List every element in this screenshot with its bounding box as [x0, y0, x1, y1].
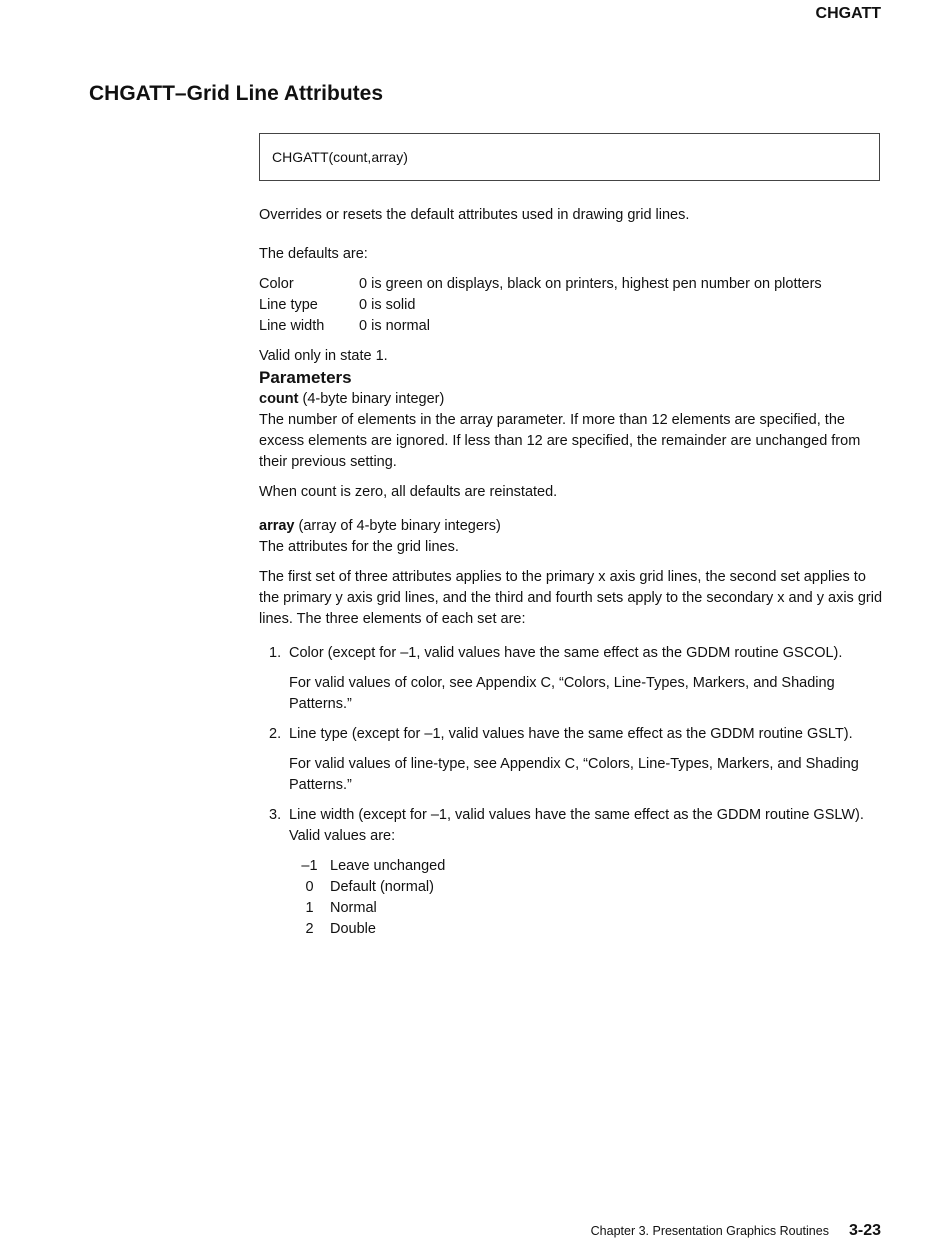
syntax-box — [259, 133, 880, 181]
defaults-desc: 0 is normal — [359, 318, 430, 334]
width-value-meaning: Double — [330, 921, 376, 937]
page-number: 3-23 — [848, 1222, 881, 1239]
footer-chapter: Chapter 3. Presentation Graphics Routines — [590, 1224, 829, 1238]
running-head: CHGATT — [815, 5, 881, 22]
page-footer — [591, 1222, 881, 1240]
width-value-meaning: Leave unchanged — [330, 858, 446, 874]
param-array-type: (array of 4-byte binary integers) — [294, 518, 501, 534]
width-value-code: 0 — [305, 879, 314, 895]
width-value-row — [289, 877, 445, 898]
param-count-desc: The number of elements in the array parameter. If more than 12 elements are specified, the excess elements are ignored. If less than 12 are specified, the remainder are unchanged from their previous setting. — [259, 412, 861, 470]
defaults-term: Color — [259, 276, 294, 292]
width-value-meaning: Default (normal) — [330, 879, 434, 895]
list-item-text: Line type (except for –1, valid values have the same effect as the GDDM routine GSLT). — [289, 726, 853, 742]
width-value-row — [289, 919, 445, 940]
list-item-text: Line width (except for –1, valid values have the same effect as the GDDM routine GSLW). Valid values are: — [289, 807, 864, 844]
width-value-code: –1 — [301, 858, 318, 874]
list-item-text: Color (except for –1, valid values have the same effect as the GDDM routine GSCOL). — [289, 645, 843, 661]
width-value-code: 2 — [305, 921, 314, 937]
param-array-detail: The first set of three attributes applies to the primary x axis grid lines, the second set applies to the primary y axis grid lines, and the third and fourth sets apply to the secondary x and y axis grid lines. The three elements of each set are: — [259, 569, 883, 627]
list-item-number: 1. — [269, 645, 282, 661]
intro-paragraph: Overrides or resets the default attributes used in drawing grid lines. — [259, 207, 690, 223]
body-text — [259, 205, 884, 949]
list-item — [269, 805, 884, 940]
defaults-row — [259, 295, 822, 316]
defaults-table — [259, 274, 822, 337]
param-array-term — [259, 516, 884, 537]
width-value-row — [289, 856, 445, 877]
list-item — [269, 643, 884, 715]
defaults-row — [259, 316, 822, 337]
attribute-list — [259, 643, 884, 940]
list-item-number: 2. — [269, 726, 282, 742]
defaults-term: Line width — [259, 318, 325, 334]
section-title: CHGATT–Grid Line Attributes — [89, 82, 383, 105]
defaults-term: Line type — [259, 297, 318, 313]
param-array-desc: The attributes for the grid lines. — [259, 539, 459, 555]
param-array-name: array — [259, 518, 295, 534]
width-value-meaning: Normal — [330, 900, 377, 916]
param-count-name: count — [259, 391, 299, 407]
width-value-row — [289, 898, 445, 919]
defaults-row — [259, 274, 822, 295]
list-item — [269, 724, 884, 796]
parameters-heading: Parameters — [259, 368, 352, 387]
defaults-intro: The defaults are: — [259, 246, 368, 262]
param-count-term — [259, 389, 884, 410]
list-item-note: For valid values of line-type, see Appendix C, “Colors, Line-Types, Markers, and Shading Patterns.” — [289, 756, 859, 793]
defaults-desc: 0 is green on displays, black on printers, highest pen number on plotters — [359, 276, 822, 292]
param-count-type: (4-byte binary integer) — [298, 391, 445, 407]
param-count-note: When count is zero, all defaults are reinstated. — [259, 484, 558, 500]
width-value-code: 1 — [305, 900, 314, 916]
list-item-note: For valid values of color, see Appendix C, “Colors, Line-Types, Markers, and Shading Patterns.” — [289, 675, 835, 712]
list-item-number: 3. — [269, 807, 282, 823]
syntax-text: CHGATT(count,array) — [272, 149, 408, 165]
width-values-table — [289, 856, 445, 940]
state-note: Valid only in state 1. — [259, 348, 388, 364]
defaults-desc: 0 is solid — [359, 297, 416, 313]
